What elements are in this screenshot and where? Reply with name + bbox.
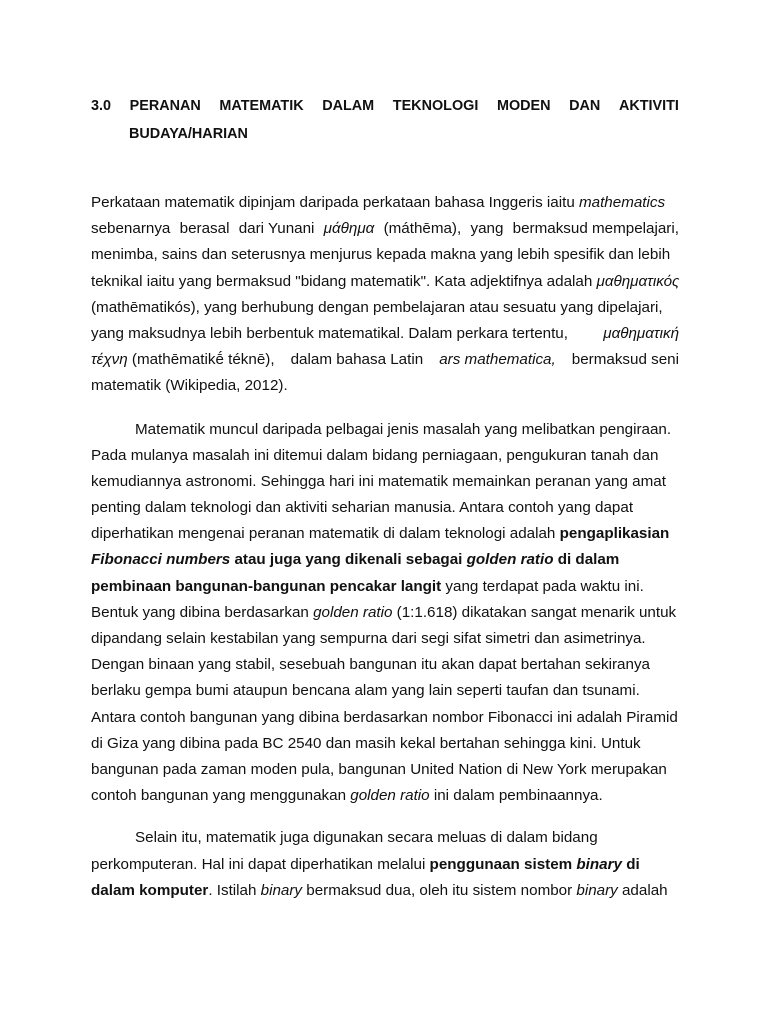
text-run: Selain itu, matematik juga digunakan secara meluas di dalam bidang (135, 829, 598, 847)
text-line (91, 787, 679, 813)
text-line (91, 578, 679, 604)
text-line: kemudiannya astronomi. Sehingga hari ini matematik memainkan peranan yang amat (91, 472, 666, 490)
heading-word: MATEMATIK (219, 98, 304, 114)
greek-term: μαθηματική (603, 324, 679, 342)
text-line (91, 220, 679, 246)
heading-word: DALAM (322, 98, 375, 114)
text-line (91, 273, 679, 299)
text-line (91, 856, 679, 882)
heading-word: MODEN (496, 98, 551, 114)
italic-term: Fibonacci numbers (91, 551, 231, 569)
paragraph-3 (91, 829, 679, 908)
text-line: menimba, sains dan seterusnya menjurus kepada makna yang lebih spesifik dan lebih (91, 246, 671, 264)
bold-run (430, 856, 640, 873)
text-line: dipandang selain kestabilan yang sempurna dari segi sifat simetri dan asimetrinya. (91, 630, 646, 647)
text-run: sebenarnya (91, 220, 171, 238)
text-run: bermaksud dua, oleh itu sistem nombor (302, 881, 577, 899)
text-line (91, 882, 679, 908)
greek-term: τέχνη (91, 351, 128, 369)
text-run: di (621, 855, 640, 873)
heading-word: AKTIVITI (618, 98, 679, 114)
text-run: (mathēmatikḗ téknē), (131, 351, 275, 369)
text-run: diperhatikan mengenai peranan matematik di dalam teknologi adalah (91, 525, 560, 543)
heading-word: DAN (569, 98, 601, 114)
bold-term: pengaplikasian (559, 525, 670, 543)
text-line: di Giza yang dibina pada BC 2540 dan masih kekal bertahan sehingga kini. Untuk (91, 734, 641, 752)
body-text (91, 194, 679, 908)
italic-term: golden ratio (466, 551, 554, 569)
italic-term: binary (576, 855, 622, 873)
text-line: matematik (Wikipedia, 2012). (91, 377, 288, 395)
text-run: yang maksudnya lebih berbentuk matematikal. Dalam perkara tertentu, (91, 324, 568, 342)
text-line (91, 325, 679, 351)
text-line: (mathēmatikós), yang berhubung dengan pembelajaran atau sesuatu yang dipelajari, (91, 298, 663, 316)
paragraph-spacer (91, 813, 679, 829)
heading-word: PERANAN (129, 98, 201, 114)
text-run: di dalam (553, 551, 620, 569)
text-run: atau juga yang dikenali sebagai (230, 551, 467, 569)
italic-term: golden ratio (313, 603, 393, 621)
text-run: dalam bahasa Latin (290, 351, 424, 369)
greek-term: μάθημα (323, 220, 375, 238)
text-run: perkomputeran. Hal ini dapat diperhatikan melalui (91, 855, 430, 873)
text-run: penggunaan sistem (429, 855, 577, 873)
text-line (91, 551, 679, 577)
text-line (91, 525, 679, 551)
bold-run (91, 551, 619, 568)
text-line (91, 421, 679, 447)
text-run: contoh bangunan yang menggunakan (91, 787, 351, 805)
text-run: adalah (617, 881, 668, 899)
text-line: bangunan pada zaman moden pula, bangunan United Nation di New York merupakan (91, 760, 667, 778)
italic-term: golden ratio (350, 787, 430, 805)
text-run: yang terdapat pada waktu ini. (441, 577, 644, 595)
heading-line-1 (91, 92, 679, 120)
text-run: yang (470, 220, 504, 238)
text-run: (1:1.618) dikatakan sangat menarik untuk (392, 603, 677, 621)
greek-term: μαθηματικός (596, 272, 680, 290)
text-line (91, 194, 679, 220)
paragraph-1 (91, 194, 679, 404)
heading-line-2: BUDAYA/HARIAN (129, 126, 248, 142)
text-run: Bentuk yang dibina berdasarkan (91, 603, 314, 621)
paragraph-2 (91, 421, 679, 814)
text-line: Dengan binaan yang stabil, sesebuah bangunan itu akan dapat bertahan sekiranya (91, 656, 650, 674)
text-run: bermaksud mempelajari, (512, 220, 679, 238)
text-run: . Istilah (208, 881, 261, 899)
text-run: bermaksud seni (571, 351, 679, 369)
text-line: Pada mulanya masalah ini ditemui dalam bidang perniagaan, pengukuran tanah dan (91, 446, 659, 464)
paragraph-spacer (91, 404, 679, 421)
text-run: teknikal iaitu yang bermaksud "bidang matematik". Kata adjektifnya adalah (91, 272, 597, 290)
text-run: (máthēma), (383, 220, 462, 238)
text-run: Perkataan matematik dipinjam daripada perkataan bahasa Inggeris iaitu (91, 194, 579, 211)
text-line: berlaku gempa bumi ataupun bencana alam yang lain seperti taufan dan tsunami. (91, 682, 640, 700)
bold-term: pembinaan bangunan-bangunan pencakar langit (91, 577, 442, 595)
latin-term: ars mathematica, (439, 351, 556, 369)
heading-number: 3.0 (91, 98, 112, 114)
text-line (91, 351, 679, 377)
italic-term: binary (576, 881, 618, 899)
text-run: dari Yunani (238, 220, 315, 238)
section-heading (91, 92, 679, 148)
text-line (91, 829, 679, 855)
bold-term: dalam komputer (91, 881, 209, 899)
italic-term: binary (260, 881, 303, 899)
text-run: ini dalam pembinaannya. (429, 787, 603, 805)
text-line: penting dalam teknologi dan aktiviti seharian manusia. Antara contoh yang dapat (91, 499, 634, 517)
text-line (91, 604, 679, 630)
text-line: Antara contoh bangunan yang dibina berdasarkan nombor Fibonacci ini adalah Piramid (91, 708, 678, 726)
text-run (91, 351, 275, 368)
text-run: Matematik muncul daripada pelbagai jenis masalah yang melibatkan pengiraan. (135, 420, 672, 438)
heading-word: TEKNOLOGI (392, 98, 479, 114)
text-run: berasal (179, 220, 230, 238)
italic-term: mathematics (578, 194, 666, 211)
